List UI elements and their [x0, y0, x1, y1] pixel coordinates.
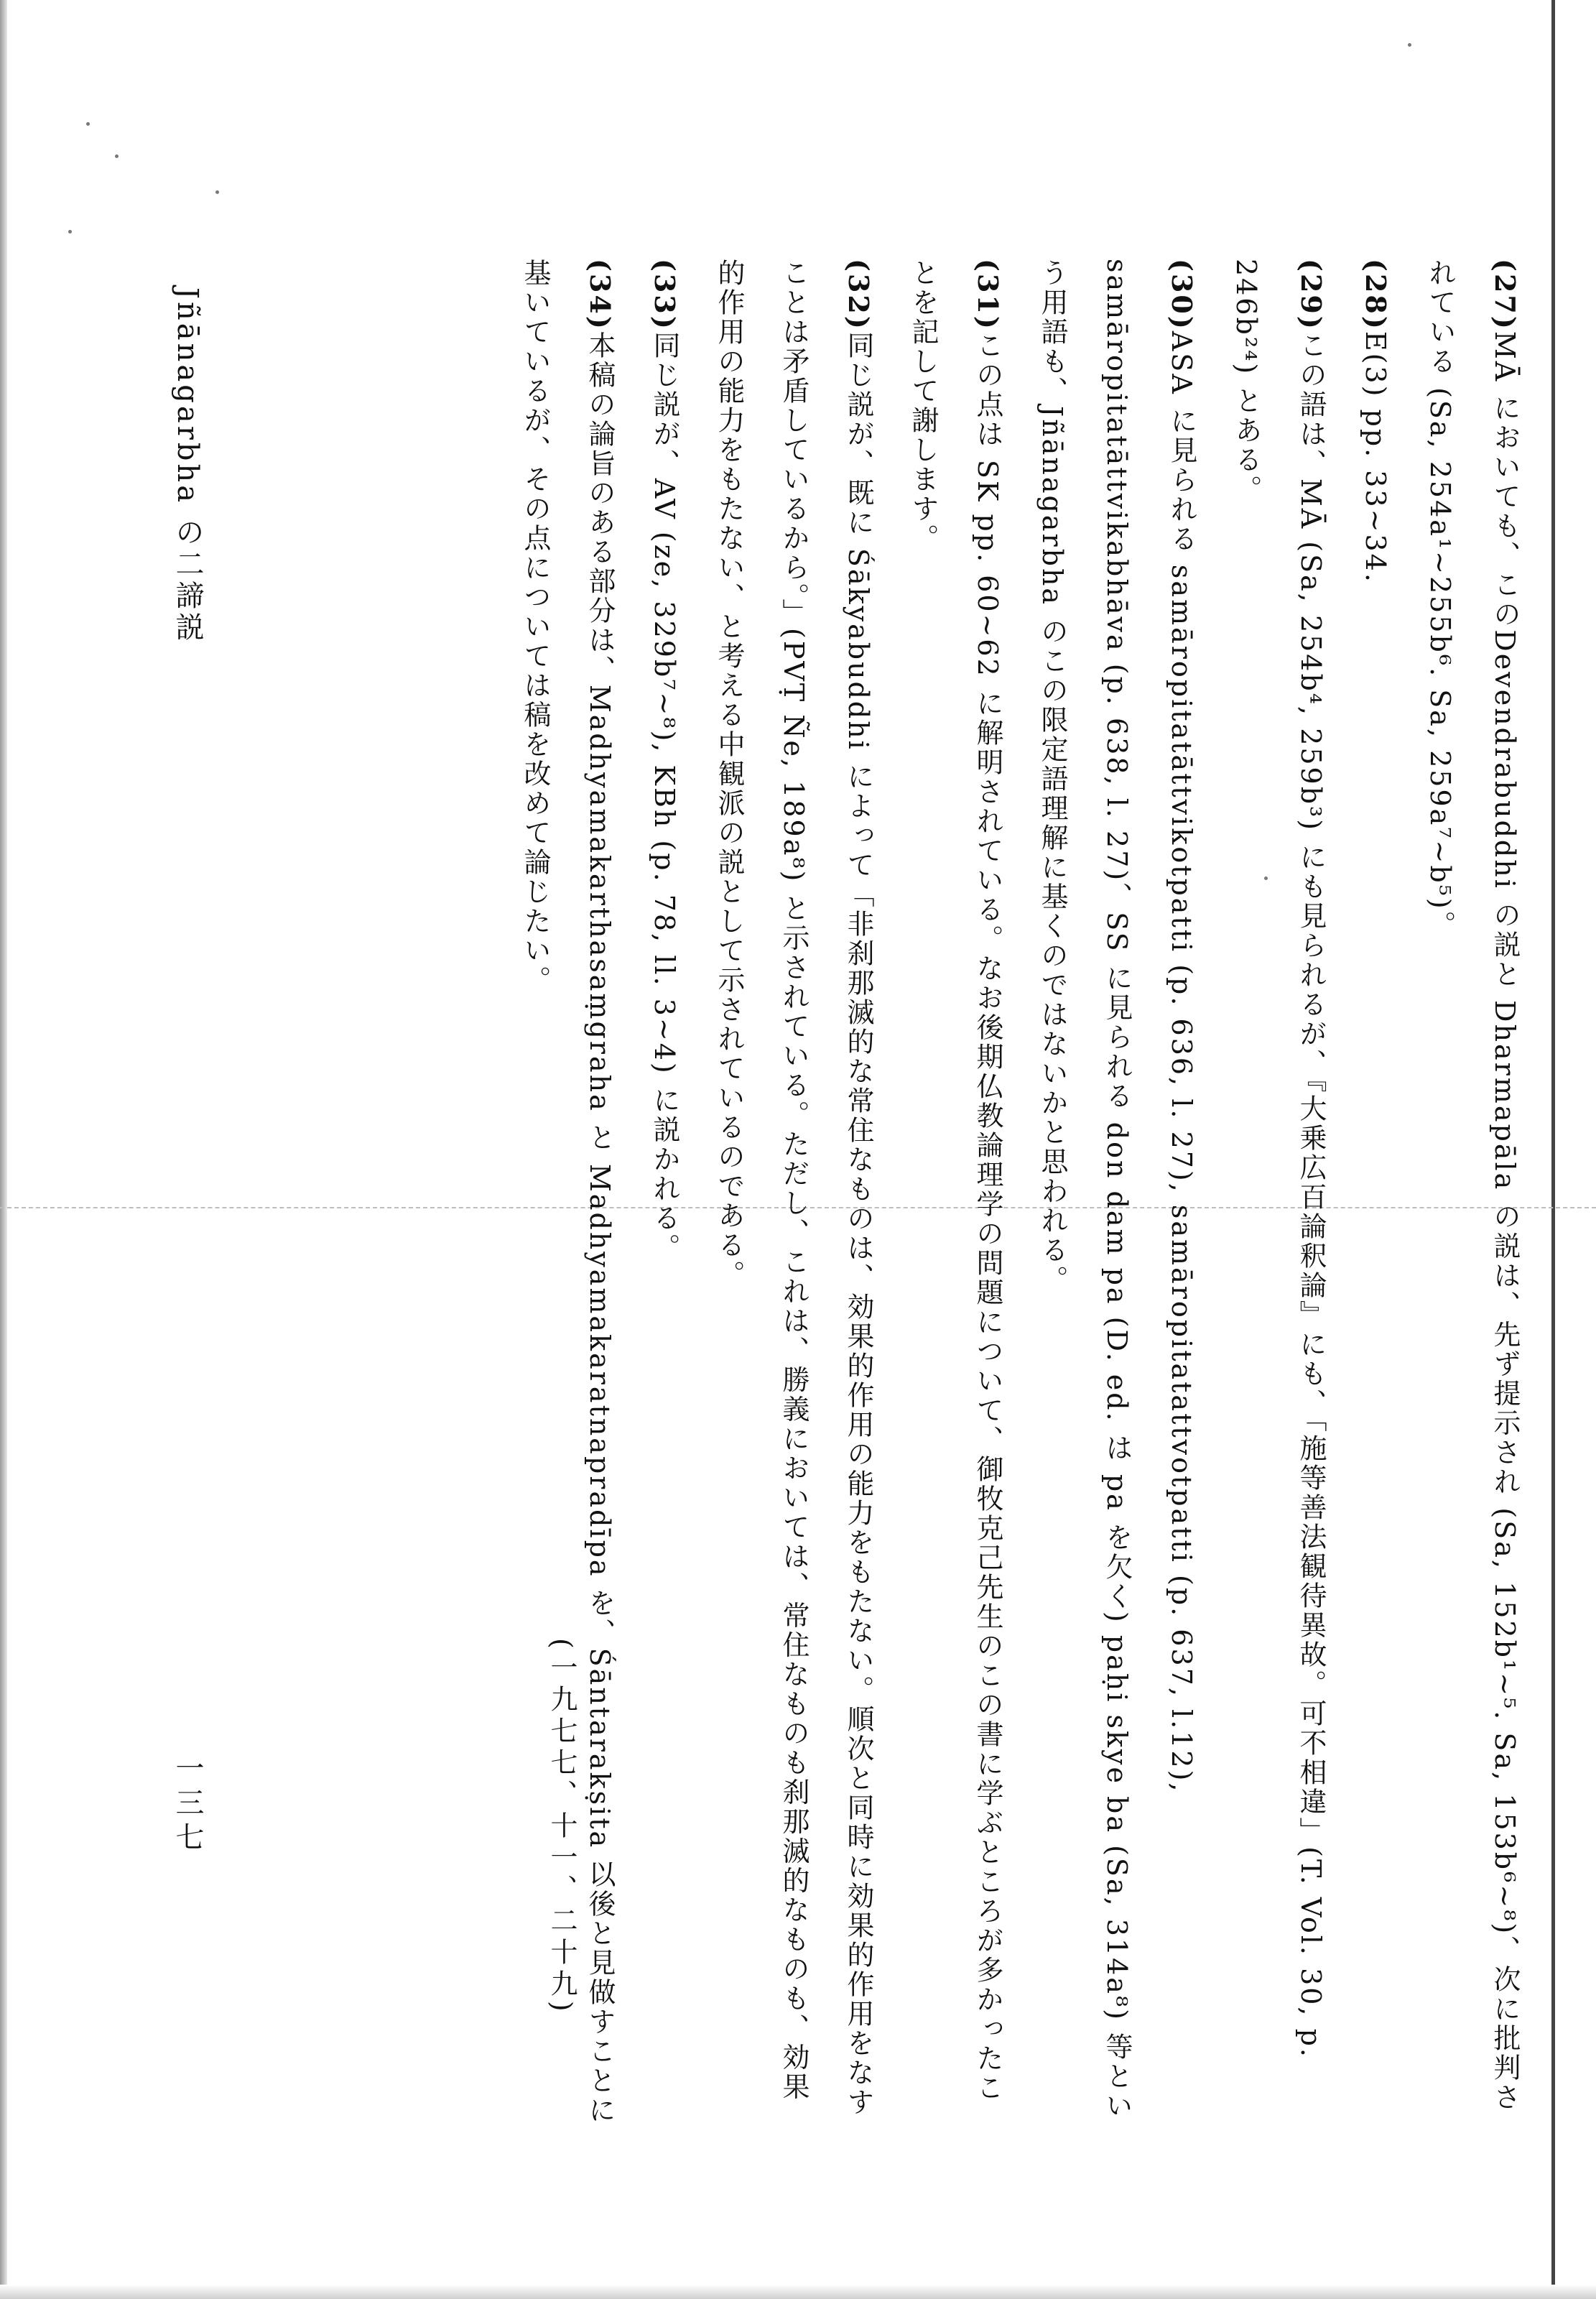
page-edge: [0, 0, 7, 2299]
note-text: この点は SK pp. 60~62 に解明されている。なお後期仏教論理学の問題について、御牧克己先生のこの書に学ぶところが多かったことを記して謝します。: [907, 259, 1003, 2103]
note-number: (30): [1166, 259, 1198, 331]
note-text: MĀ においても、このDevendrabuddhi の説と Dharmapāla の説は、先ず提示され (Sa, 152b¹~⁵. Sa, 153b⁶~⁸)、次に批判されている (Sa, 254a¹~255b⁶. Sa, 259a⁷~b⁵)。: [1424, 259, 1521, 2113]
note-30: [1020, 259, 1214, 2127]
running-head: Jñānagarbha の二諦説: [171, 287, 204, 644]
note-text: 本稿の論旨のある部分は、Madhyamakarthasaṃgraha と Madhyamakaratnapradīpa を、Śāntarakṣita 以後と見做すことに基いているが、その点については稿を改めて論じたい。: [519, 259, 616, 2126]
scan-speck: [215, 190, 219, 194]
note-text: 同じ説が、AV (ze, 329b⁷~⁸), KBh (p. 78, ll. 3~4) に説かれる。: [649, 330, 680, 1263]
note-27: [1408, 259, 1537, 2127]
page-edge: [0, 2285, 1596, 2299]
note-33: [632, 259, 697, 2127]
note-31: [891, 259, 1020, 2127]
note-number: (33): [649, 259, 681, 331]
page-edge: [1551, 0, 1555, 2299]
note-29: [1214, 259, 1343, 2127]
scan-speck: [115, 154, 119, 158]
endnotes: [517, 259, 1537, 2127]
page-number: 一三七: [171, 1753, 204, 1856]
completion-date: (一九七七、十一、二十九): [546, 1638, 577, 2016]
note-32: [697, 259, 891, 2127]
note-number: (31): [972, 259, 1004, 331]
note-number: (29): [1295, 259, 1327, 331]
scan-speck: [86, 122, 90, 126]
note-number: (34): [584, 259, 616, 331]
scan-speck: [1408, 43, 1411, 47]
note-text: 同じ説が、既に Śākyabuddhi によって「非刹那滅的な常住なものは、効果的作用の能力をもたない。順次と同時に効果的作用をなすことは矛盾しているから。」(PVṬ Ñe, 189a⁸) と示されている。ただし、これは、勝義においては、常住なものも刹那滅的なものも、効果的作用の能力をもたない、と考える中観派の説として示されているのである。: [713, 259, 874, 2117]
note-28: [1343, 259, 1408, 2127]
note-number: (27): [1489, 259, 1521, 331]
scan-speck: [68, 230, 72, 233]
note-number: (32): [843, 259, 875, 331]
note-number: (28): [1360, 259, 1392, 331]
note-text: E(3) pp. 33~34.: [1360, 330, 1391, 584]
note-text: この語は、MĀ (Sa, 254b⁴, 259b³) にも見られるが、『大乗広百論釈論』にも、「施等善法観待異故。可不相違」(T. Vol. 30, p. 246b²⁴) とある。: [1230, 259, 1327, 2059]
note-text: ASA に見られる samāropitatāttvikotpatti (p. 636, l. 27), samāropitatattvotpatti (p. 637, l.12), samāropitatāttvikabhāva (p. 638, l. 27)、SS に見られる don dam pa (D. ed. は pa を欠く) paḥi skye ba (Sa, 314a⁸) 等という用語も、Jñānagarbha のこの限定語理解に基くのではないかと思われる。: [1036, 259, 1197, 2122]
